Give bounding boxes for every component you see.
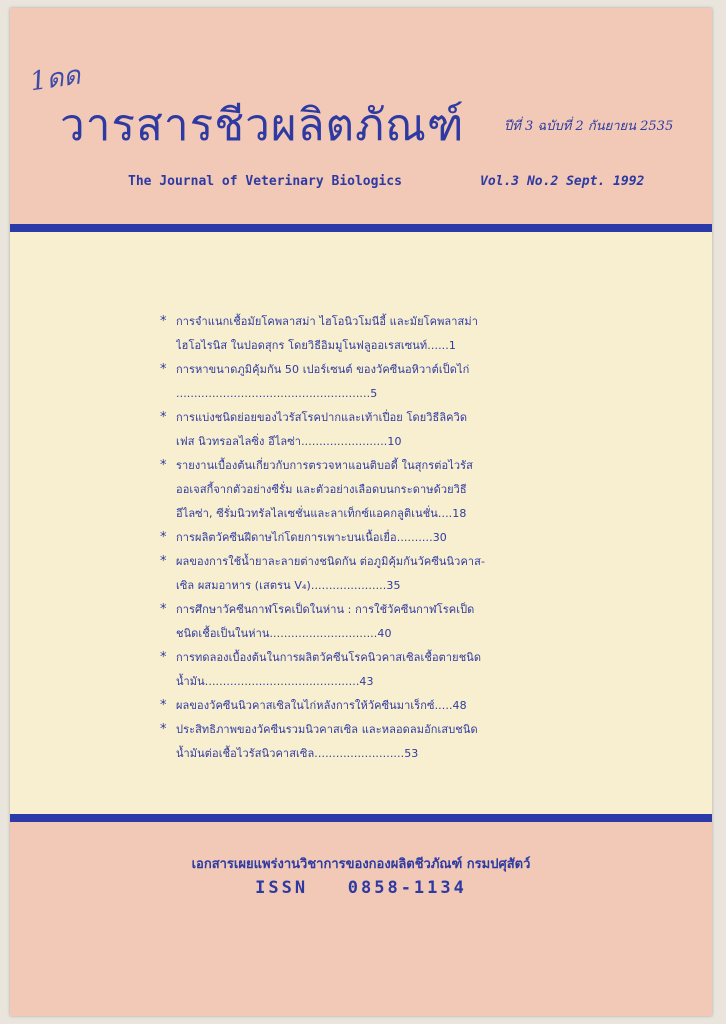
- toc-entry-line: ชนิดเชื้อเป็นในห่าน..............................40: [176, 627, 392, 640]
- toc-entry-line: รายงานเบื้องต้นเกี่ยวกับการตรวจหาแอนติบอดี้ ในสุกรต่อไวรัส: [176, 459, 473, 472]
- journal-title-thai: วารสารชีวผลิตภัณฑ์: [60, 100, 465, 151]
- asterisk-bullet: *: [160, 722, 167, 737]
- journal-cover: [10, 8, 712, 1016]
- toc-entry: [160, 694, 580, 718]
- contents-panel: [10, 232, 712, 814]
- toc-entry: [160, 718, 580, 766]
- toc-entry-line: เฟส นิวทรอลไลซิ่ง อีไลซ่า........................10: [176, 435, 402, 448]
- asterisk-bullet: *: [160, 458, 167, 473]
- toc-entry-line: ประสิทธิภาพของวัคซีนรวมนิวคาสเซิล และหลอดลมอักเสบชนิด: [176, 723, 478, 736]
- toc-entry: [160, 358, 580, 406]
- toc-entry: [160, 406, 580, 454]
- toc-entry-line: ......................................................5: [176, 387, 378, 400]
- journal-title-english: The Journal of Veterinary Biologics: [128, 174, 402, 189]
- toc-entry-line: ออเจสกี้จากตัวอย่างซีรั่ม และตัวอย่างเลือดบนกระดาษด้วยวิธี: [176, 483, 467, 496]
- toc-entry: [160, 310, 580, 358]
- publisher-line: เอกสารเผยแพร่งานวิชาการของกองผลิตชีวภัณฑ์ กรมปศุสัตว์: [191, 857, 531, 872]
- toc-entry-line: ผลของวัคซีนนิวคาสเซิลในไก่หลังการให้วัคซีนมาเร็กซ์.....48: [176, 699, 467, 712]
- asterisk-bullet: *: [160, 314, 167, 329]
- toc-entry-line: น้ำมันต่อเชื้อไวรัสนิวคาสเซิล.........................53: [176, 747, 419, 760]
- toc-entry: [160, 646, 580, 694]
- toc-entry: [160, 550, 580, 598]
- toc-entry-line: การศึกษาวัคซีนกาฬโรคเป็ดในห่าน : การใช้วัคซีนกาฬโรคเป็ด: [176, 603, 475, 616]
- toc-entry-line: ไฮโอไรนิส ในปอดสุกร โดยวิธีอิมมูโนฟลูออเรสเซนท์......1: [176, 339, 456, 352]
- toc-entry-line: การทดลองเบื้องต้นในการผลิตวัคซีนโรคนิวคาสเซิลเชื้อตายชนิด: [176, 651, 482, 664]
- toc-entry-line: การผลิตวัคซีนฝีดาษไก่โดยการเพาะบนเนื้อเยื่อ..........30: [176, 531, 447, 544]
- asterisk-bullet: *: [160, 602, 167, 617]
- asterisk-bullet: *: [160, 650, 167, 665]
- asterisk-bullet: *: [160, 362, 167, 377]
- toc-entry-line: ผลของการใช้น้ำยาละลายต่างชนิดกัน ต่อภูมิคุ้มกันวัคซีนนิวคาส-: [176, 555, 486, 568]
- asterisk-bullet: *: [160, 698, 167, 713]
- asterisk-bullet: *: [160, 554, 167, 569]
- toc-entry-line: การจำแนกเชื้อมัยโคพลาสม่า ไฮโอนิวโมนีอี้ และมัยโคพลาสม่า: [176, 315, 478, 328]
- toc-entry: [160, 454, 580, 526]
- issn-number: ISSN 0858-1134: [255, 878, 467, 898]
- toc-entry: [160, 526, 580, 550]
- toc-entry-line: การแบ่งชนิดย่อยของไวรัสโรคปากและเท้าเปื่อย โดยวิธีลิควิด: [176, 411, 468, 424]
- toc-entry: [160, 598, 580, 646]
- toc-entry-line: น้ำมัน...........................................43: [176, 675, 374, 688]
- table-of-contents: [160, 310, 580, 766]
- top-divider-rule: [10, 224, 712, 232]
- toc-entry-line: การหาขนาดภูมิคุ้มกัน 50 เปอร์เซนต์ ของวัคซีนอหิวาต์เป็ดไก่: [176, 363, 470, 376]
- issue-info-english: Vol.3 No.2 Sept. 1992: [480, 174, 645, 189]
- toc-entry-line: เซิล ผสมอาหาร (เสตรน V₄).....................35: [176, 579, 401, 592]
- handwritten-mark: 1ดด: [28, 60, 83, 98]
- issue-info-thai: ปีที่ 3 ฉบับที่ 2 กันยายน 2535: [504, 119, 674, 134]
- toc-entry-line: อีไลซ่า, ซีรั่มนิวทรัลไลเซชั่นและลาเท็กซ์แอคกลูติเนชั่น....18: [176, 507, 467, 520]
- asterisk-bullet: *: [160, 530, 167, 545]
- bottom-divider-rule: [10, 814, 712, 822]
- asterisk-bullet: *: [160, 410, 167, 425]
